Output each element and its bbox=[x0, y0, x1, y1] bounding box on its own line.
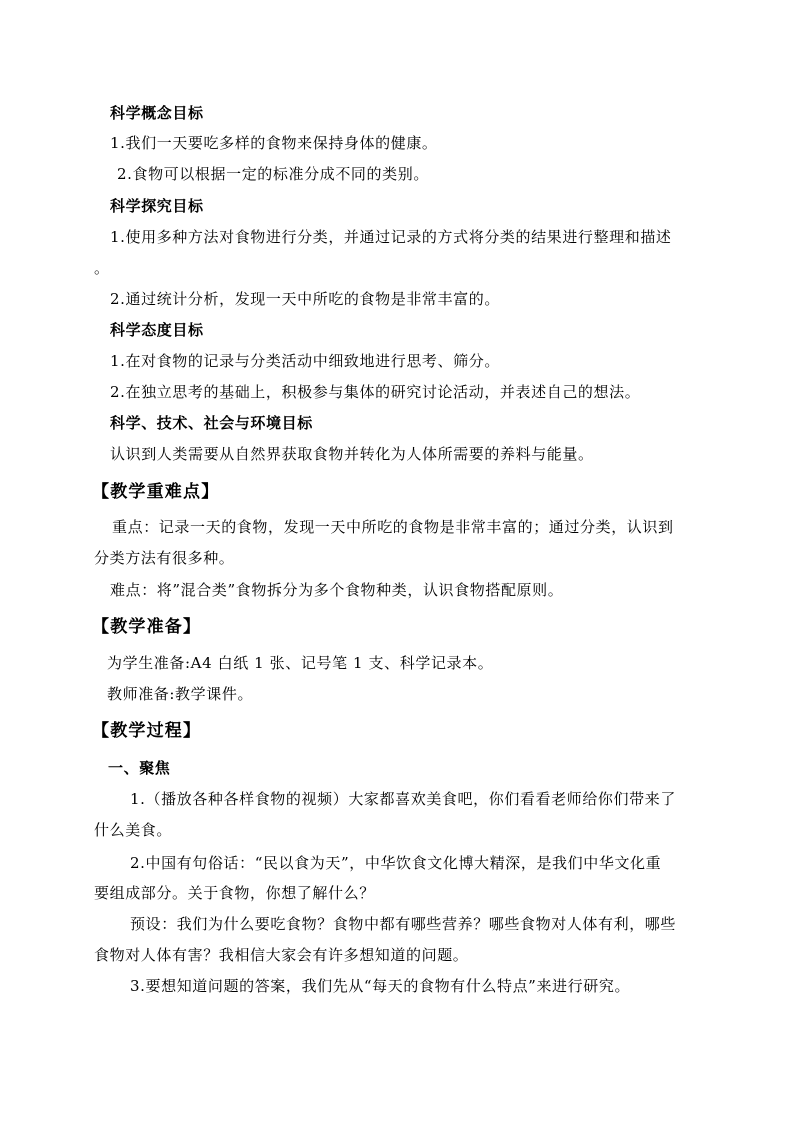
inquiry-goal-item: 2.通过统计分析，发现一天中所吃的食物是非常丰富的。 bbox=[110, 290, 500, 308]
keypoints-line: 难点：将”混合类”食物拆分为多个食物种类，认识食物搭配原则。 bbox=[110, 581, 564, 599]
process-line: 预设：我们为什么要吃食物？食物中都有哪些营养？哪些食物对人体有利，哪些 bbox=[130, 915, 677, 933]
attitude-goal-heading: 科学态度目标 bbox=[110, 321, 204, 339]
keypoints-line: 重点：记录一天的食物，发现一天中所吃的食物是非常丰富的；通过分类，认识到 bbox=[112, 518, 674, 536]
process-line: 1.（播放各种各样食物的视频）大家都喜欢美食吧，你们看看老师给你们带来了 bbox=[130, 790, 676, 808]
process-line: 要组成部分。关于食物，你想了解什么？ bbox=[94, 884, 375, 902]
process-heading: 【教学过程】 bbox=[92, 721, 202, 741]
inquiry-goal-item: 1.使用多种方法对食物进行分类，并通过记录的方式将分类的结果进行整理和描述 bbox=[110, 228, 672, 246]
process-line: 3.要想知道问题的答案，我们先从“每天的食物有什么特点”来进行研究。 bbox=[130, 977, 631, 995]
preparation-heading: 【教学准备】 bbox=[92, 617, 202, 637]
process-line: 2.中国有句俗话：“民以食为天”，中华饮食文化博大精深，是我们中华文化重 bbox=[130, 854, 662, 872]
process-subheading: 一、聚焦 bbox=[108, 759, 171, 777]
keypoints-heading: 【教学重难点】 bbox=[92, 482, 220, 502]
preparation-line: 为学生准备:A4 白纸 1 张、记号笔 1 支、科学记录本。 bbox=[107, 654, 494, 672]
keypoints-line: 分类方法有很多种。 bbox=[94, 549, 235, 567]
attitude-goal-item: 2.在独立思考的基础上，积极参与集体的研究讨论活动，并表述自己的想法。 bbox=[110, 383, 641, 401]
process-line: 食物对人体有害？我相信大家会有许多想知道的问题。 bbox=[94, 946, 469, 964]
attitude-goal-item: 1.在对食物的记录与分类活动中细致地进行思考、筛分。 bbox=[110, 352, 500, 370]
concept-goal-item: 2.食物可以根据一定的标准分成不同的类别。 bbox=[117, 165, 429, 183]
concept-goal-item: 1.我们一天要吃多样的食物来保持身体的健康。 bbox=[110, 134, 438, 152]
sts-goal-heading: 科学、技术、社会与环境目标 bbox=[110, 414, 313, 432]
inquiry-goal-item-tail: 。 bbox=[94, 259, 110, 277]
preparation-line: 教师准备:教学课件。 bbox=[107, 685, 254, 703]
sts-goal-item: 认识到人类需要从自然界获取食物并转化为人体所需要的养料与能量。 bbox=[110, 445, 594, 463]
inquiry-goal-heading: 科学探究目标 bbox=[110, 197, 204, 215]
concept-goal-heading: 科学概念目标 bbox=[110, 104, 204, 122]
process-line: 什么美食。 bbox=[94, 821, 173, 839]
